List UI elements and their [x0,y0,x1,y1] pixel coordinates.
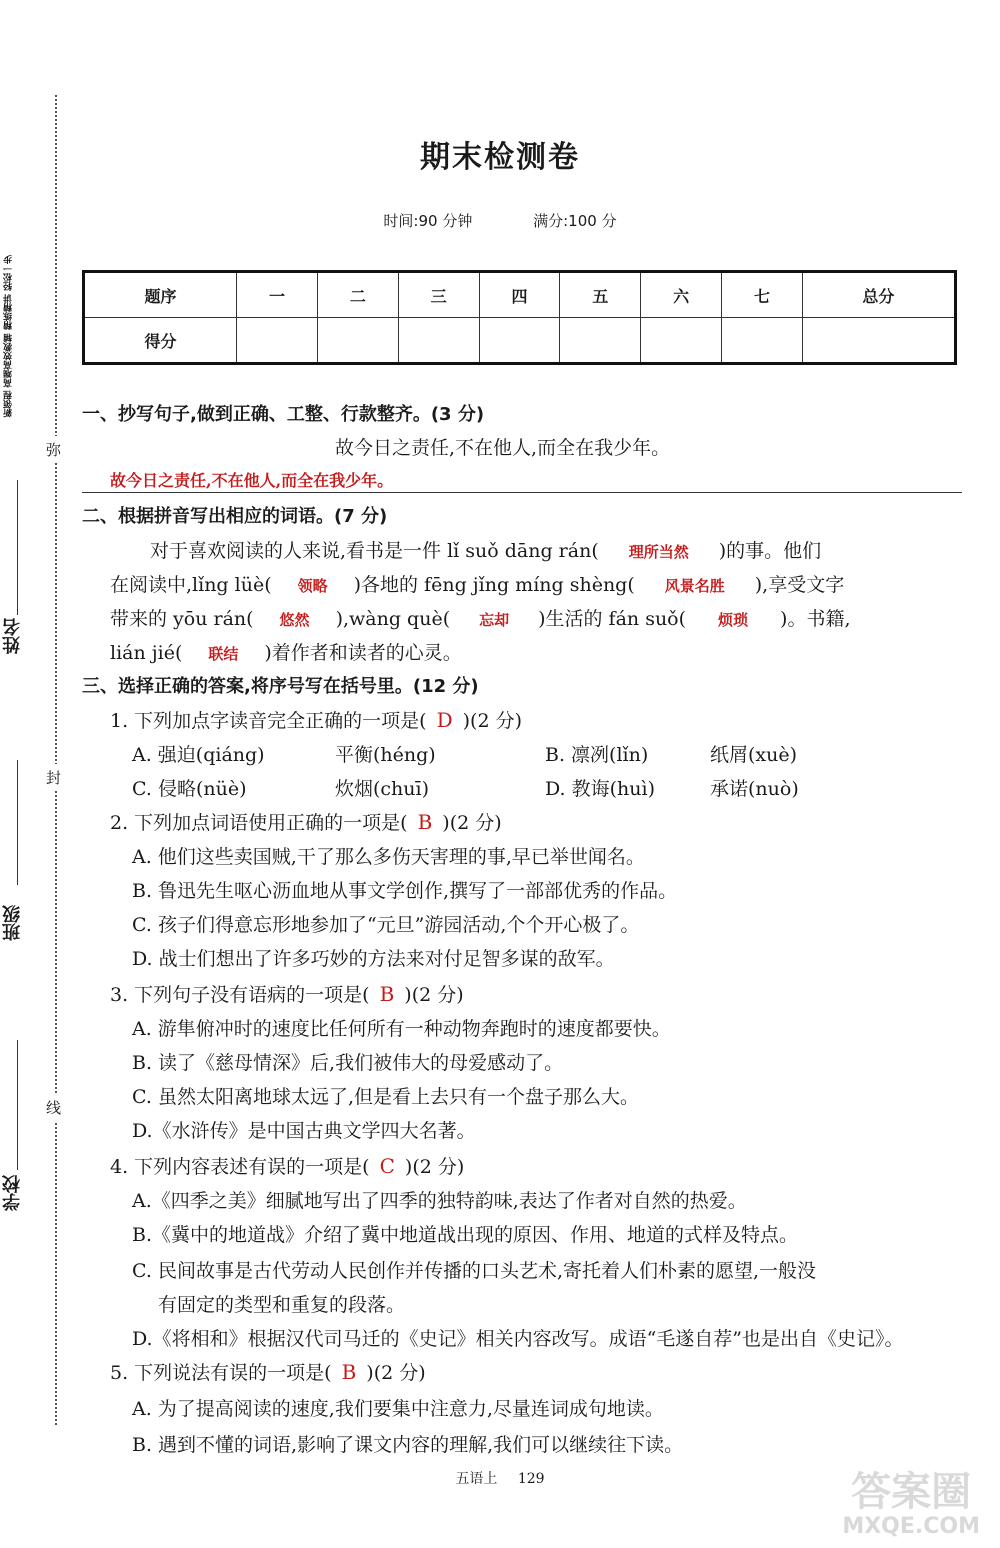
answer-mark: C [379,1154,395,1178]
watermark [842,1470,980,1539]
q1-option: 承诺(nuò) [710,778,799,800]
header-cell: 总分 [802,272,955,318]
watermark-url: MXQE.COM [842,1514,980,1539]
question-4-stem [110,1152,464,1179]
text: )(2 分) [442,812,502,834]
q1-option: 平衡(héng) [335,744,436,766]
text: 对于喜欢阅读的人来说,看书是一件 lǐ suǒ dāng rán( [150,540,599,562]
score-cell[interactable] [560,318,641,364]
q2-option: A. 他们这些卖国贼,干了那么多伤天害理的事,早已举世闻名。 [132,846,645,868]
exam-meta [0,210,1000,231]
text: )各地的 fēng jǐng míng shèng( [353,574,635,596]
answer-fill: 理所当然 [628,543,689,561]
question-3-stem [110,980,464,1007]
answer-mark: B [379,982,395,1006]
time-info: 时间:90 分钟 [383,212,473,230]
q1-option: 纸屑(xuè) [710,744,798,766]
row-label-cell: 得分 [84,318,237,364]
answer-mark: B [417,810,433,834]
score-cell[interactable] [317,318,398,364]
score-cell[interactable] [237,318,318,364]
pinyin-line-1 [150,536,821,563]
text: )生活的 fán suǒ( [538,608,687,630]
text: )。书籍, [780,608,851,630]
question-2-stem [110,808,502,835]
q5-option: A. 为了提高阅读的速度,我们要集中注意力,尽量连词成句地读。 [132,1398,664,1420]
score-cell[interactable] [802,318,955,364]
binding-char-feng: 封 [46,764,61,791]
full-score-info: 满分:100 分 [533,212,617,230]
section-2-heading: 二、根据拼音写出相应的词语。(7 分) [82,506,388,527]
text: )着作者和读者的心灵。 [264,642,462,664]
text: 1. 下列加点字读音完全正确的一项是( [110,710,427,732]
name-label: 姓名 [2,618,23,654]
question-5-stem [110,1358,426,1385]
header-cell: 题序 [84,272,237,318]
q1-option: B. 凛冽(lǐn) [545,744,649,766]
header-cell: 七 [722,272,803,318]
text: 2. 下列加点词语使用正确的一项是( [110,812,408,834]
score-cell[interactable] [398,318,479,364]
book-name: 五语上 [455,1471,498,1487]
answer-fill: 联结 [208,645,239,663]
pinyin-line-2 [110,570,844,597]
header-cell: 五 [560,272,641,318]
binding-char-xian: 线 [46,1094,61,1121]
q1-option: 炊烟(chuī) [335,778,430,800]
q1-option: D. 教诲(huì) [545,778,656,800]
q3-option: C. 虽然太阳离地球太远了,但是看上去只有一个盘子那么大。 [132,1086,639,1108]
q4-option-continued: 有固定的类型和重复的段落。 [158,1294,406,1316]
page-number: 129 [517,1471,545,1487]
score-table-score-row [84,318,956,364]
text: )(2 分) [366,1362,426,1384]
answer-mark: B [341,1360,357,1384]
q4-option: D.《将相和》根据汉代司马迁的《史记》相关内容改写。成语“毛遂自荐”也是出自《史记》。 [132,1328,904,1350]
copy-answer-handwritten: 故今日之责任,不在他人,而全在我少年。 [110,471,394,490]
answer-fill: 风景名胜 [664,577,725,595]
text: 在阅读中,lǐng lüè( [110,574,272,596]
answer-fill: 烦琐 [718,611,749,629]
brand-logo: 新领程 高端高效教辅 精练精讲 轻松一步 [4,255,14,418]
text: ),享受文字 [754,574,845,596]
text: lián jié( [110,642,183,664]
copy-sentence: 故今日之责任,不在他人,而全在我少年。 [335,437,671,459]
q5-option: B. 遇到不懂的词语,影响了课文内容的理解,我们可以继续往下读。 [132,1434,684,1456]
text: )(2 分) [462,710,523,732]
header-cell: 二 [317,272,398,318]
q4-option: C. 民间故事是古代劳动人民创作并传播的口头艺术,寄托着人们朴素的愿望,一般没 [132,1260,817,1282]
q2-option: B. 鲁迅先生呕心沥血地从事文学创作,撰写了一部部优秀的作品。 [132,880,678,902]
score-cell[interactable] [479,318,560,364]
watermark-logo: 答案圈 [851,1469,972,1515]
question-1-stem [110,706,522,733]
text: ),wàng què( [335,608,451,630]
text: )的事。他们 [718,540,822,562]
text: )(2 分) [404,1156,465,1178]
q3-option: B. 读了《慈母情深》后,我们被伟大的母爱感动了。 [132,1052,564,1074]
header-cell: 三 [398,272,479,318]
score-table-header-row [84,272,956,318]
text: )(2 分) [404,984,464,1006]
score-cell[interactable] [722,318,803,364]
answer-fill: 忘却 [479,611,510,629]
pinyin-line-4 [110,638,462,665]
score-table [82,270,957,365]
binding-char-mi: 弥 [46,436,61,463]
text: 带来的 yōu rán( [110,608,254,630]
q3-option: D.《水浒传》是中国古典文学四大名著。 [132,1120,476,1142]
q4-option: B.《冀中的地道战》介绍了冀中地道战出现的原因、作用、地道的式样及特点。 [132,1224,799,1246]
page-title: 期末检测卷 [420,140,580,175]
section-1-heading: 一、抄写句子,做到正确、工整、行款整齐。(3 分) [82,404,485,425]
school-label: 学校 [2,1175,23,1211]
q1-option: A. 强迫(qiáng) [132,744,265,766]
text: 4. 下列内容表述有误的一项是( [110,1156,370,1178]
school-write-line [17,1040,18,1170]
pinyin-line-3 [110,604,851,631]
q1-option: C. 侵略(nüè) [132,778,247,800]
q2-option: D. 战士们想出了许多巧妙的方法来对付足智多谋的敌军。 [132,948,615,970]
q3-option: A. 游隼俯冲时的速度比任何所有一种动物奔跑时的速度都要快。 [132,1018,671,1040]
header-cell: 四 [479,272,560,318]
header-cell: 一 [237,272,318,318]
name-write-line [17,480,18,615]
score-cell[interactable] [641,318,722,364]
text: 3. 下列句子没有语病的一项是( [110,984,370,1006]
answer-mark: D [436,708,453,732]
answer-fill: 领略 [297,577,328,595]
copy-write-rule [82,492,962,493]
section-3-heading: 三、选择正确的答案,将序号写在括号里。(12 分) [82,676,479,697]
answer-fill: 悠然 [279,611,310,629]
binding-dotted-line [55,95,57,1425]
class-label: 班级 [2,905,23,941]
q2-option: C. 孩子们得意忘形地参加了“元旦”游园活动,个个开心极了。 [132,914,640,936]
header-cell: 六 [641,272,722,318]
q4-option: A.《四季之美》细腻地写出了四季的独特韵味,表达了作者对自然的热爱。 [132,1190,747,1212]
text: 5. 下列说法有误的一项是( [110,1362,332,1384]
class-write-line [17,760,18,885]
